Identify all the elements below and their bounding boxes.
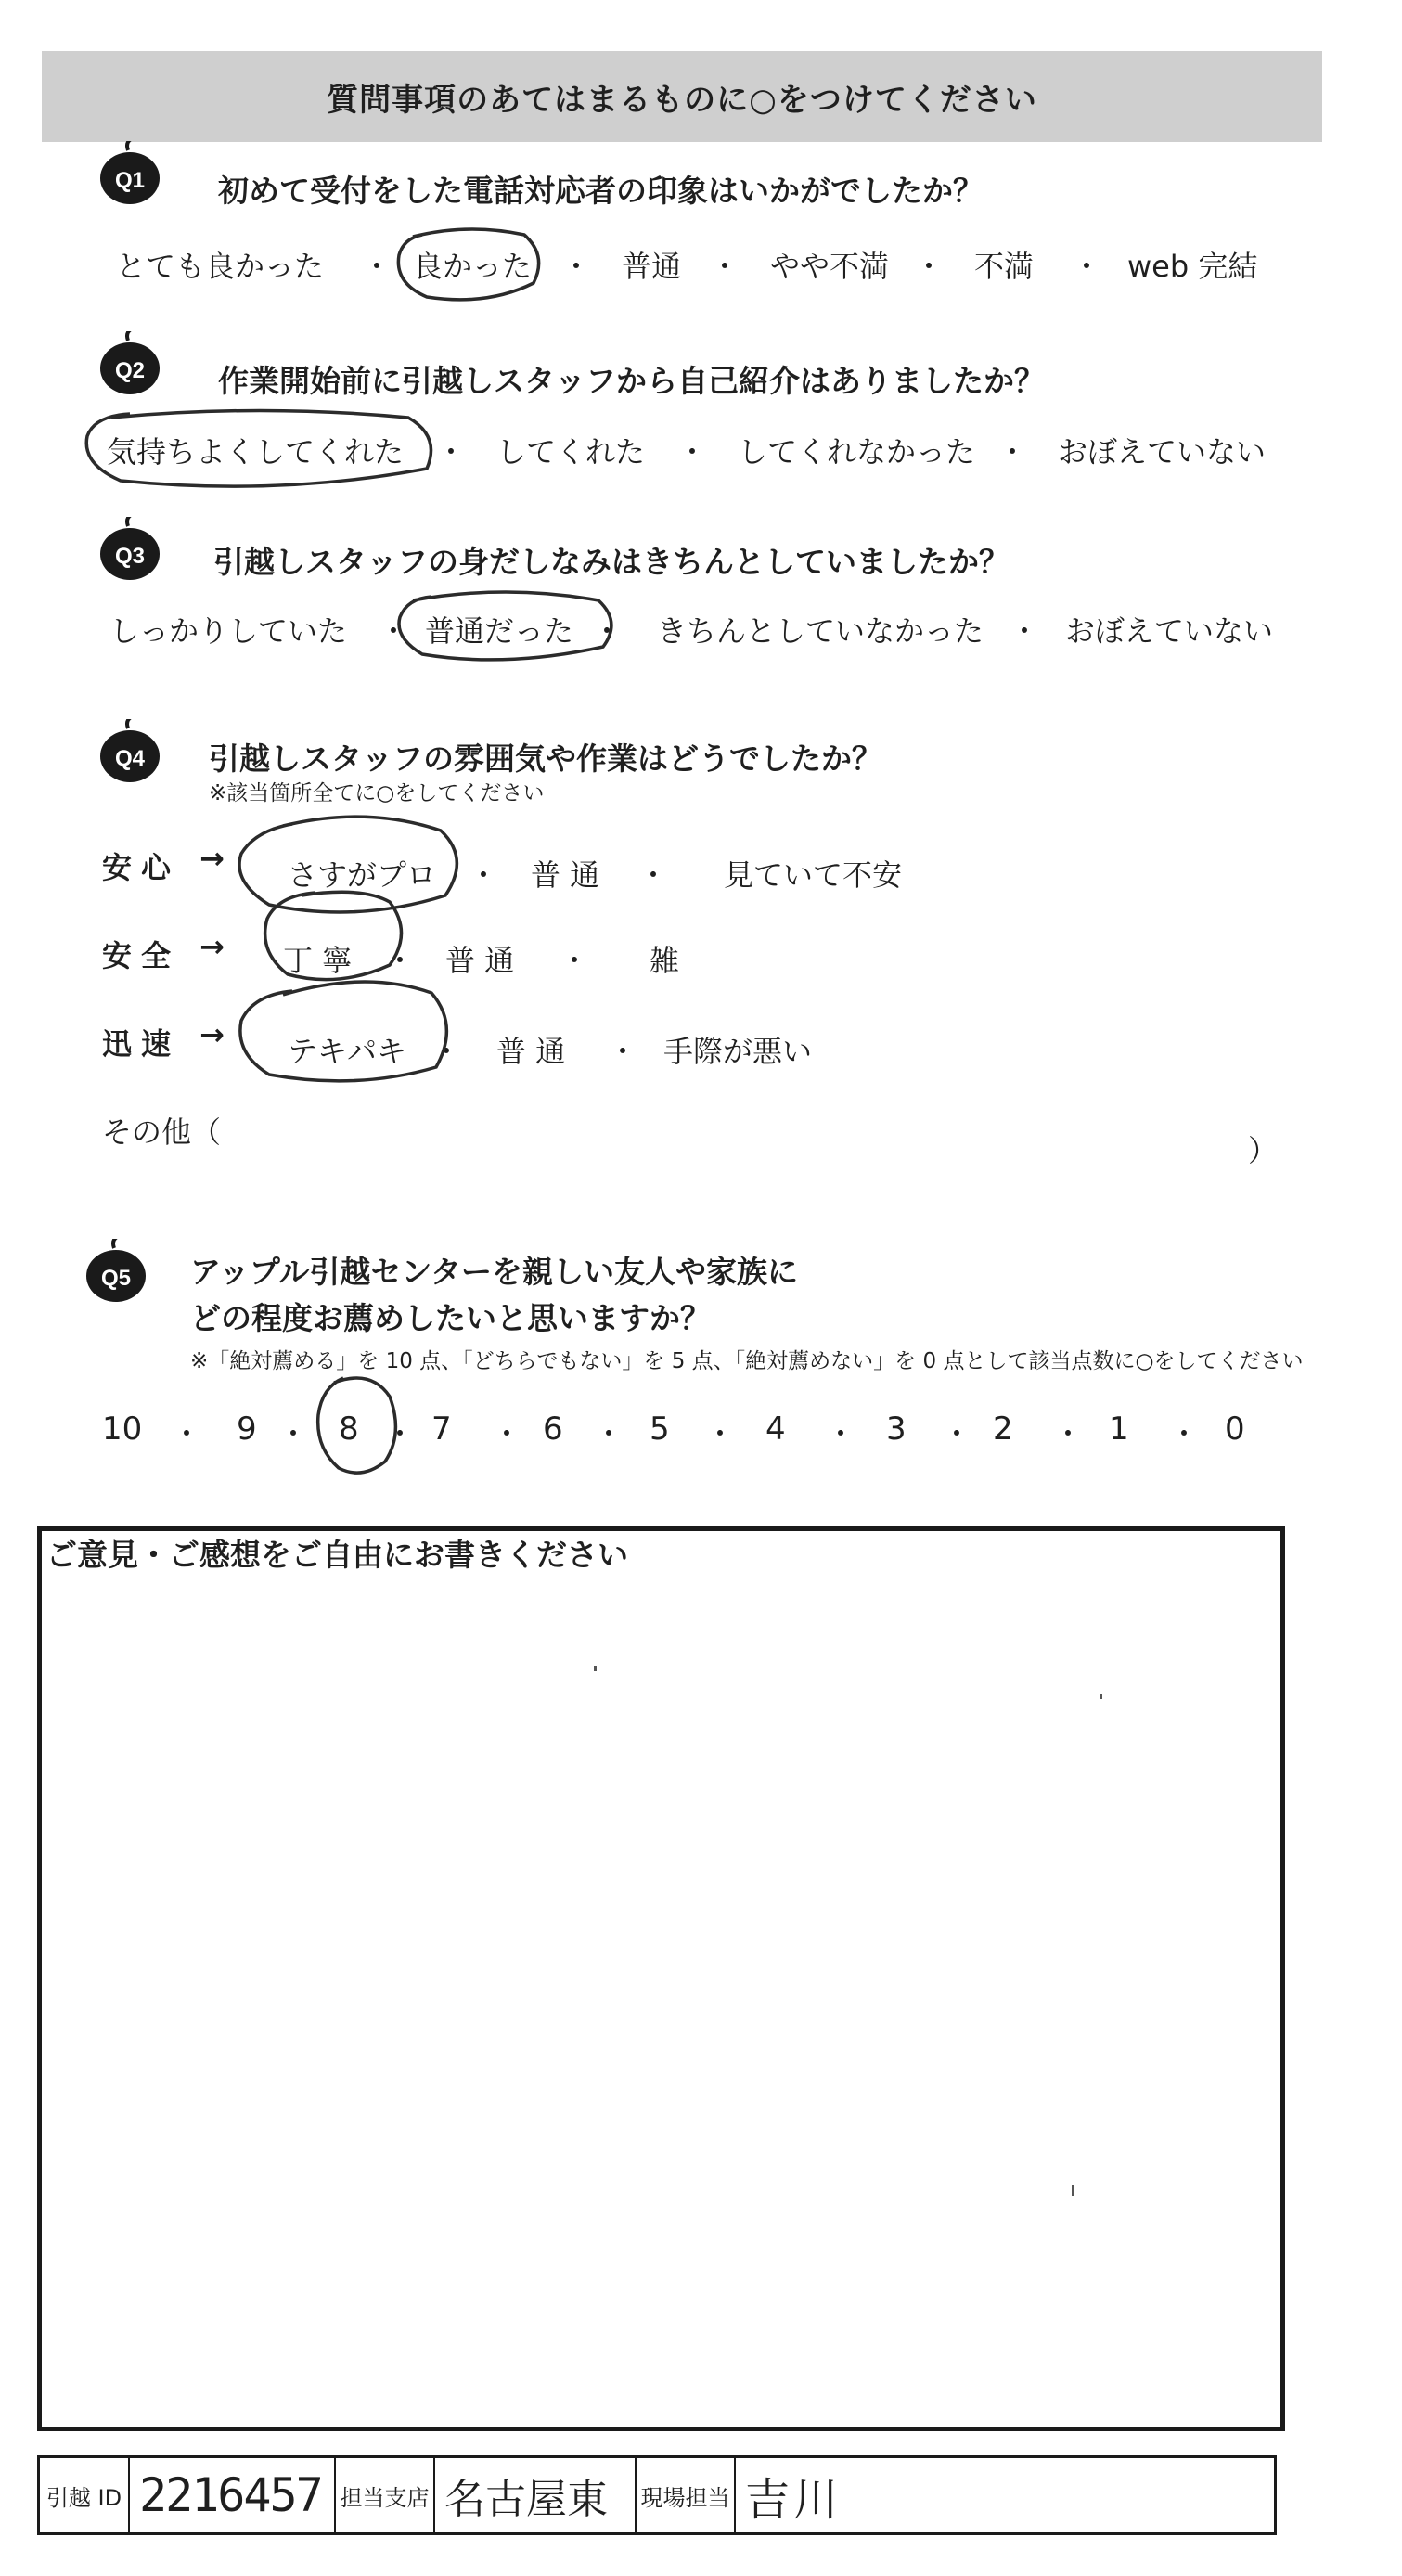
q5-score-7[interactable]: 7 bbox=[431, 1410, 452, 1448]
q4-other-close: ） bbox=[1248, 1133, 1279, 1168]
scan-speck bbox=[1072, 2185, 1074, 2196]
separator: ・ bbox=[560, 943, 590, 978]
q5-note: ※「絶対薦める」を 10 点、「どちらでもない」を 5 点、「絶対薦めない」を 0 点として該当点数に○をしてください bbox=[190, 1349, 1304, 1373]
q1-options bbox=[116, 243, 1276, 299]
q5-score-8[interactable]: 8 bbox=[339, 1410, 359, 1448]
q5-badge-icon bbox=[84, 1239, 148, 1304]
separator: ・ bbox=[594, 1416, 624, 1451]
q4-row3-option-3[interactable]: 手際が悪い bbox=[663, 1034, 813, 1069]
separator: ・ bbox=[1169, 1416, 1200, 1451]
q2-badge-label: Q2 bbox=[114, 358, 146, 383]
q2-badge-icon bbox=[97, 331, 162, 396]
q4-row3-option-1[interactable]: テキパキ bbox=[288, 1034, 407, 1069]
separator: ・ bbox=[379, 613, 409, 649]
q2-option-3[interactable]: してくれなかった bbox=[738, 434, 976, 470]
separator: ・ bbox=[1010, 613, 1040, 649]
q4-row1-option-1[interactable]: さすがプロ bbox=[288, 857, 437, 893]
q2-option-2[interactable]: してくれた bbox=[496, 434, 646, 470]
q5-score-3[interactable]: 3 bbox=[886, 1410, 907, 1448]
separator: ・ bbox=[172, 1416, 202, 1451]
q5-score-10[interactable]: 10 bbox=[102, 1410, 143, 1448]
q4-row-label-jinsoku: 迅速 bbox=[102, 1026, 181, 1062]
footer-info-bar bbox=[37, 2455, 1277, 2535]
separator: ・ bbox=[826, 1416, 856, 1451]
separator: ・ bbox=[677, 434, 708, 470]
q2-option-4[interactable]: おぼえていない bbox=[1058, 434, 1267, 470]
separator: ・ bbox=[914, 249, 945, 284]
q1-option-4[interactable]: やや不満 bbox=[770, 249, 890, 284]
separator: ・ bbox=[362, 249, 392, 284]
q1-option-1[interactable]: とても良かった bbox=[116, 249, 325, 284]
q5-score-6[interactable]: 6 bbox=[543, 1410, 563, 1448]
q3-options bbox=[109, 608, 1288, 663]
q2-options bbox=[107, 429, 1285, 484]
separator: ・ bbox=[942, 1416, 972, 1451]
separator: ・ bbox=[278, 1416, 309, 1451]
separator: ・ bbox=[1072, 249, 1102, 284]
scan-speck bbox=[594, 1666, 597, 1671]
q4-row2-option-1[interactable]: 丁 寧 bbox=[283, 943, 353, 978]
q1-option-3[interactable]: 普通 bbox=[622, 249, 682, 284]
q5-scale bbox=[102, 1410, 1271, 1466]
instruction-header bbox=[42, 51, 1322, 142]
branch-value: 名古屋東 bbox=[435, 2458, 637, 2532]
separator: ・ bbox=[705, 1416, 736, 1451]
q4-row3-options bbox=[288, 1028, 1215, 1084]
q4-row1-options bbox=[288, 852, 1215, 908]
comments-title: ご意見・ご感想をご自由にお書きください bbox=[46, 1537, 628, 1573]
instruction-header-text: 質問事項のあてはまるものに○をつけてください bbox=[327, 81, 1037, 119]
q3-option-3[interactable]: きちんとしていなかった bbox=[657, 613, 984, 649]
separator: ・ bbox=[431, 1034, 462, 1069]
branch-label: 担当支店 bbox=[336, 2458, 435, 2532]
separator: ・ bbox=[469, 857, 499, 893]
q4-question: 引越しスタッフの雰囲気や作業はどうでしたか？ bbox=[209, 741, 882, 777]
q5-score-5[interactable]: 5 bbox=[650, 1410, 670, 1448]
comments-box[interactable] bbox=[37, 1526, 1285, 2431]
separator: ・ bbox=[592, 613, 623, 649]
q4-other-label: その他（ bbox=[102, 1114, 222, 1150]
separator: ・ bbox=[638, 857, 669, 893]
q4-note: ※該当箇所全てに○をしてください bbox=[209, 781, 545, 805]
q1-question: 初めて受付をした電話対応者の印象はいかがでしたか？ bbox=[218, 173, 984, 209]
q4-row2-options bbox=[283, 937, 1118, 993]
staff-label: 現場担当 bbox=[637, 2458, 736, 2532]
arrow-right-icon: → bbox=[199, 841, 225, 876]
separator: ・ bbox=[436, 434, 467, 470]
separator: ・ bbox=[561, 249, 592, 284]
separator: ・ bbox=[997, 434, 1028, 470]
q4-row3-option-2[interactable]: 普 通 bbox=[496, 1034, 566, 1069]
scan-speck bbox=[1100, 1694, 1102, 1699]
q5-score-1[interactable]: 1 bbox=[1109, 1410, 1129, 1448]
staff-value: 吉川 bbox=[745, 2473, 842, 2526]
separator: ・ bbox=[1053, 1416, 1084, 1451]
arrow-right-icon: → bbox=[199, 929, 225, 964]
q4-row2-option-2[interactable]: 普 通 bbox=[445, 943, 515, 978]
q3-option-2[interactable]: 普通だった bbox=[425, 613, 574, 649]
q5-question-line2: どの程度お薦めしたいと思いますか？ bbox=[190, 1300, 711, 1336]
q4-row1-option-3[interactable]: 見ていて不安 bbox=[724, 857, 903, 893]
q1-badge-label: Q1 bbox=[114, 168, 146, 193]
move-id-label: 引越 ID bbox=[40, 2458, 130, 2532]
q4-badge-icon bbox=[97, 719, 162, 784]
separator: ・ bbox=[385, 943, 416, 978]
q1-option-5[interactable]: 不満 bbox=[974, 249, 1035, 284]
q2-question: 作業開始前に引越しスタッフから自己紹介はありましたか？ bbox=[218, 363, 1045, 399]
q3-badge-label: Q3 bbox=[114, 544, 146, 569]
q5-question-line1: アップル引越センターを親しい友人や家族に bbox=[190, 1254, 799, 1290]
q3-option-4[interactable]: おぼえていない bbox=[1065, 613, 1274, 649]
move-id-value: 2216457 bbox=[130, 2458, 336, 2532]
q1-badge-icon bbox=[97, 141, 162, 206]
q1-option-6[interactable]: web 完結 bbox=[1127, 249, 1258, 284]
separator: ・ bbox=[385, 1416, 416, 1451]
q2-option-1[interactable]: 気持ちよくしてくれた bbox=[107, 434, 405, 470]
separator: ・ bbox=[608, 1034, 638, 1069]
q5-score-2[interactable]: 2 bbox=[993, 1410, 1013, 1448]
q1-option-2[interactable]: 良かった bbox=[413, 249, 533, 284]
q5-badge-label: Q5 bbox=[100, 1266, 132, 1291]
q4-badge-label: Q4 bbox=[114, 746, 146, 771]
q3-question: 引越しスタッフの身だしなみはきちんとしていましたか？ bbox=[213, 544, 1010, 580]
q3-option-1[interactable]: しっかりしていた bbox=[109, 613, 348, 649]
q3-badge-icon bbox=[97, 517, 162, 582]
q4-row-label-anzen: 安全 bbox=[102, 938, 181, 973]
q5-score-9[interactable]: 9 bbox=[237, 1410, 257, 1448]
q4-row-label-anshin: 安心 bbox=[102, 850, 181, 885]
q5-score-4[interactable]: 4 bbox=[765, 1410, 786, 1448]
separator: ・ bbox=[492, 1416, 522, 1451]
q4-row2-option-3[interactable]: 雑 bbox=[650, 943, 680, 978]
arrow-right-icon: → bbox=[199, 1017, 225, 1052]
q4-row1-option-2[interactable]: 普 通 bbox=[531, 857, 600, 893]
separator: ・ bbox=[710, 249, 740, 284]
q5-score-0[interactable]: 0 bbox=[1225, 1410, 1245, 1448]
